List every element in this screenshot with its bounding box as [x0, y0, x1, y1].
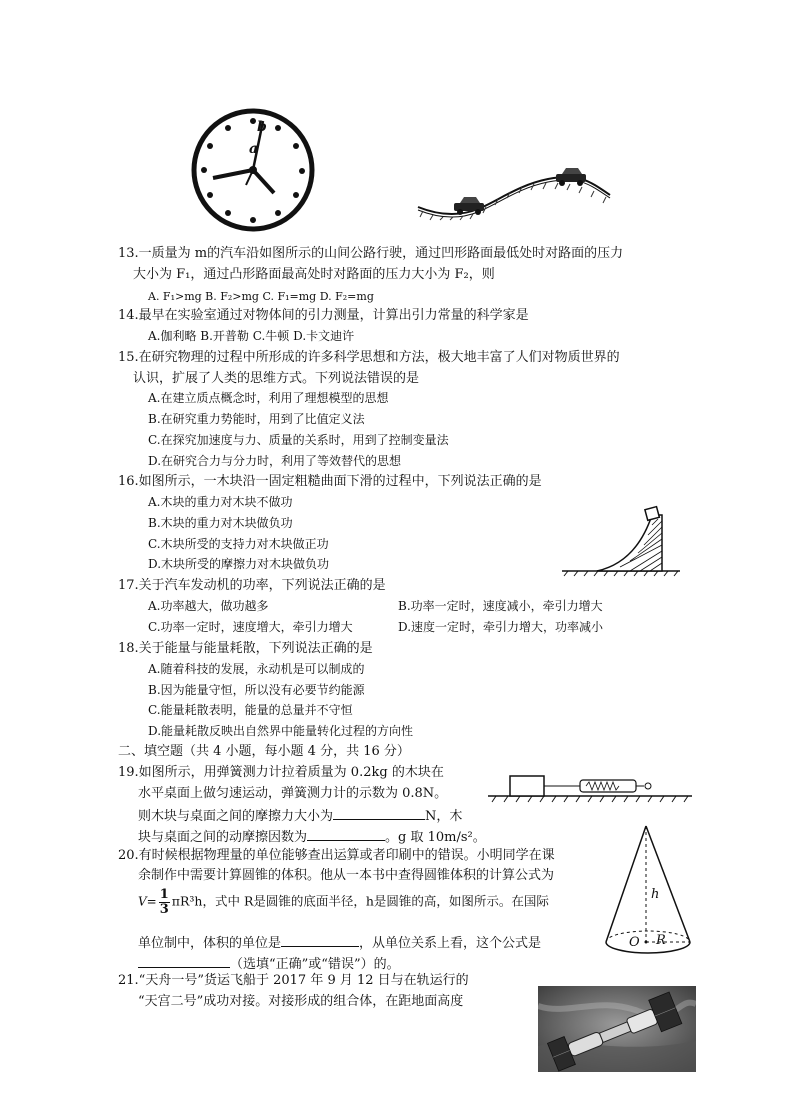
spring-scale-block-figure: [488, 770, 692, 804]
q15-option-b: B.在研究重力势能时，用到了比值定义法: [148, 412, 365, 426]
clock-label-b: b: [257, 119, 267, 135]
q13-options: A. F₁>mg B. F₂>mg C. F₁=mg D. F₂=mg: [148, 290, 374, 303]
curved-slope-figure: [562, 505, 680, 577]
q20-line4-text: 单位制中，体积的单位是: [138, 936, 282, 951]
q19-line4-tail: 。g 取 10m/s²。: [385, 830, 486, 845]
q17-option-c: C.功率一定时，速度增大，牵引力增大: [148, 620, 353, 634]
q14-options: A.伽利略 B.开普勒 C.牛顿 D.卡文迪许: [148, 329, 355, 343]
cone-label-h: h: [651, 887, 660, 902]
q15-option-c: C.在探究加速度与力、质量的关系时，用到了控制变量法: [148, 433, 449, 447]
q20-correctness-blank[interactable]: [138, 955, 230, 968]
q19-friction-blank[interactable]: [333, 807, 425, 820]
q20-line2: 余制作中需要计算圆锥的体积。他从一本书中查得圆锥体积的计算公式为: [138, 868, 555, 883]
q17-option-b: B.功率一定时，速度减小，牵引力增大: [398, 599, 603, 613]
q20-fraction-denominator: 3: [159, 901, 169, 917]
q20-line1: 20.有时候根据物理量的单位能够查出运算或者印刷中的错误。小明同学在课: [118, 848, 555, 863]
q18-option-b: B.因为能量守恒，所以没有必要节约能源: [148, 683, 365, 697]
clock-label-a: a: [249, 141, 259, 157]
q15-option-d: D.在研究合力与分力时，利用了等效替代的思想: [148, 454, 402, 468]
q15-option-a: A.在建立质点概念时，利用了理想模型的思想: [148, 391, 389, 405]
q19-line3: [138, 807, 462, 823]
car-on-hill: [556, 168, 586, 186]
q18-option-a: A.随着科技的发展，永动机是可以制成的: [148, 662, 365, 676]
q21-line2: “天宫二号”成功对接。对接形成的组合体，在距地面高度: [138, 994, 464, 1009]
q19-line4: [138, 828, 486, 844]
q16-option-d: D.木块所受的摩擦力对木块做负功: [148, 557, 330, 571]
q20-line5-text: （选填“正确”或“错误”）的。: [230, 957, 400, 972]
q20-line4: [138, 934, 541, 950]
q16-option-c: C.木块所受的支持力对木块做正功: [148, 537, 329, 551]
q20-line5: [138, 955, 400, 971]
mountain-road-figure: [418, 165, 618, 220]
q20-fraction-numerator: 1: [159, 887, 169, 902]
q20-formula-line: [138, 888, 549, 916]
q20-formula-v: V=: [138, 894, 157, 909]
q16-option-b: B.木块的重力对木块做负功: [148, 516, 293, 530]
q16-stem: 16.如图所示，一木块沿一固定粗糙曲面下滑的过程中，下列说法正确的是: [118, 474, 542, 489]
q21-line1: 21.“天舟一号”货运飞船于 2017 年 9 月 12 日与在轨运行的: [118, 973, 469, 988]
q19-line4-text: 块与桌面之间的动摩擦因数为: [138, 830, 308, 845]
cone-label-r: R: [656, 933, 666, 948]
q20-volume-unit-blank[interactable]: [281, 934, 359, 947]
q14-stem: 14.最早在实验室通过对物体间的引力测量，计算出引力常量的科学家是: [118, 308, 529, 323]
q19-line3-text: 则木块与桌面之间的摩擦力大小为: [138, 809, 334, 824]
cone-label-o: O: [629, 935, 640, 950]
section-2-heading: 二、填空题（共 4 小题，每小题 4 分，共 16 分）: [118, 744, 410, 759]
q20-fraction: [159, 888, 170, 916]
q17-stem: 17.关于汽车发动机的功率，下列说法正确的是: [118, 578, 386, 593]
q19-friction-coefficient-blank[interactable]: [307, 828, 385, 841]
q13-stem-line1: 13.一质量为 m的汽车沿如图所示的山间公路行驶，通过凹形路面最低处时对路面的压力: [118, 246, 624, 261]
q20-formula-rest: πR³h，式中 R是圆锥的底面半径，h是圆锥的高，如图所示。在国际: [171, 893, 549, 909]
q15-stem-line2: 认识，扩展了人类的思维方式。下列说法错误的是: [133, 371, 420, 386]
q15-stem-line1: 15.在研究物理的过程中所形成的许多科学思想和方法，极大地丰富了人们对物质世界的: [118, 350, 620, 365]
q18-option-c: C.能量耗散表明，能量的总量并不守恒: [148, 703, 353, 717]
q19-line3-unit: N，木: [425, 809, 463, 824]
cone-figure: [598, 820, 698, 960]
q20-line4-tail: ，从单位关系上看，这个公式是: [359, 936, 542, 951]
q19-line1: 19.如图所示，用弹簧测力计拉着质量为 0.2kg 的木块在: [118, 765, 444, 780]
q18-stem: 18.关于能量与能量耗散，下列说法正确的是: [118, 641, 373, 656]
q17-option-a: A.功率越大，做功越多: [148, 599, 269, 613]
q19-line2: 水平桌面上做匀速运动，弹簧测力计的示数为 0.8N。: [138, 786, 448, 801]
spacecraft-docking-photo: [538, 986, 696, 1072]
q17-option-d: D.速度一定时，牵引力增大，功率减小: [398, 620, 604, 634]
q18-option-d: D.能量耗散反映出自然界中能量转化过程的方向性: [148, 724, 414, 738]
clock-figure: [188, 105, 318, 235]
q13-stem-line2: 大小为 F₁，通过凸形路面最高处时对路面的压力大小为 F₂，则: [133, 267, 495, 282]
q16-option-a: A.木块的重力对木块不做功: [148, 495, 293, 509]
